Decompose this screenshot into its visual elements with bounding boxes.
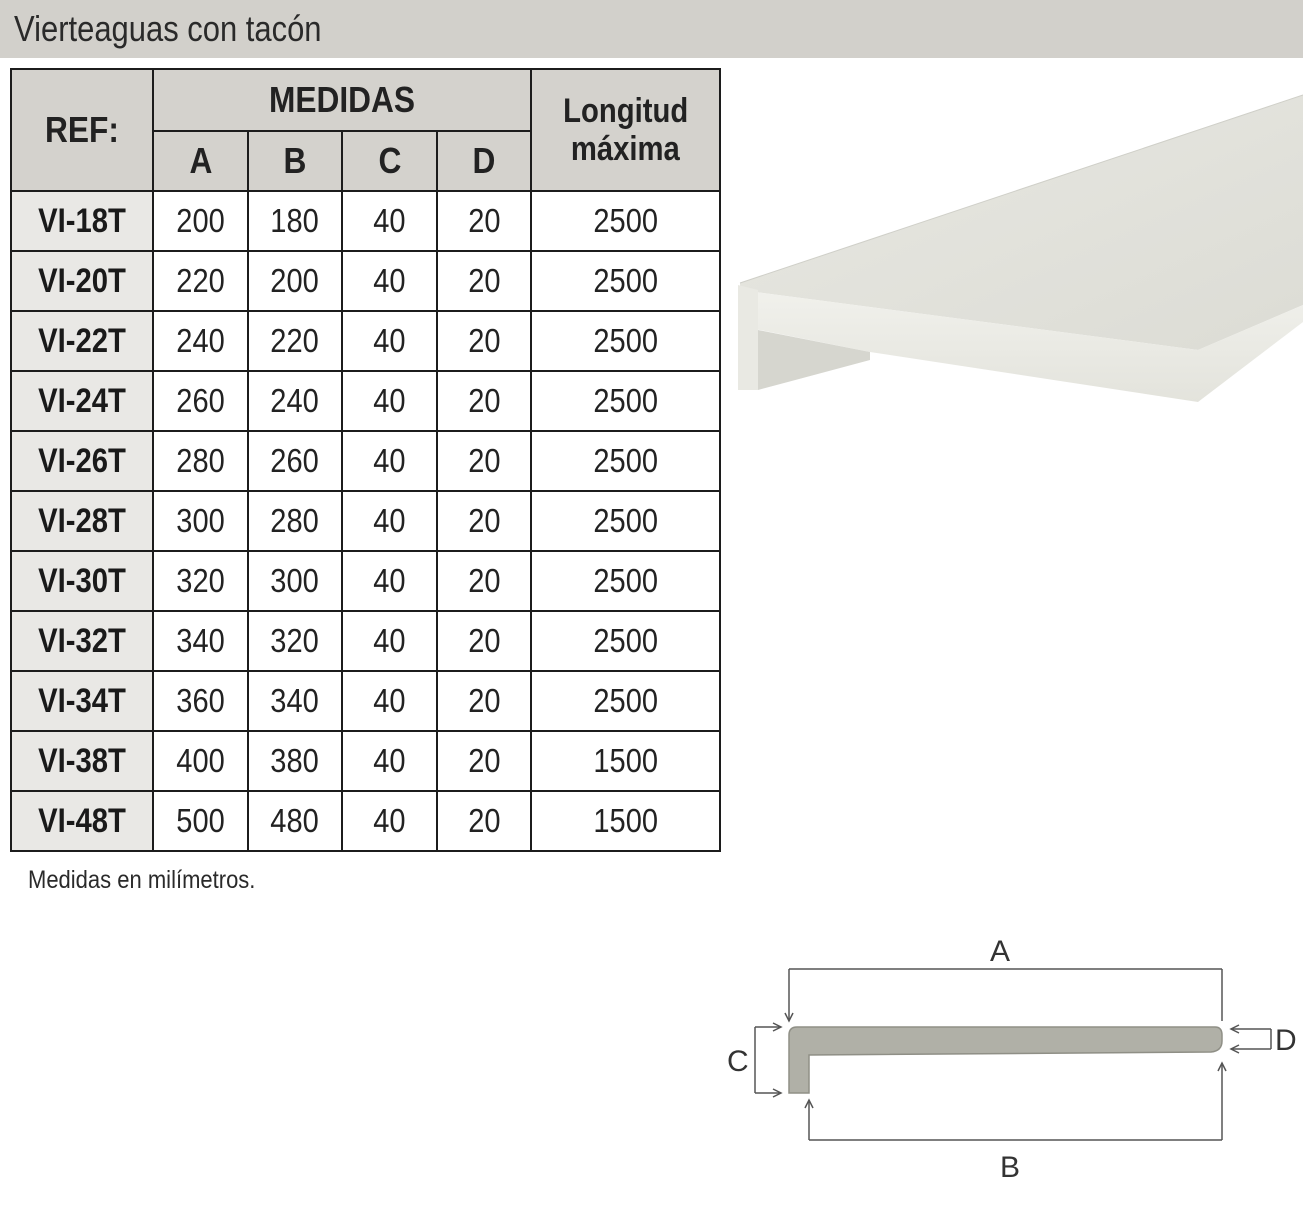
table-row	[11, 431, 720, 491]
col-c-cell	[342, 251, 437, 311]
length-cell	[531, 371, 720, 431]
col-a-cell	[153, 371, 248, 431]
col-d-value: 20	[467, 442, 501, 479]
ref-header	[11, 69, 153, 191]
col-a-cell	[153, 251, 248, 311]
col-c-value: 40	[373, 442, 406, 479]
title-bar	[0, 0, 1303, 58]
ref-value: VI-38T	[38, 741, 126, 780]
dimension-b	[805, 1063, 1226, 1140]
length-cell	[531, 551, 720, 611]
col-a-value: 280	[176, 442, 225, 479]
length-value: 1500	[593, 742, 658, 779]
product-heel-face	[738, 285, 758, 390]
col-d-cell	[437, 611, 531, 671]
length-cell	[531, 611, 720, 671]
col-a-value: 340	[176, 622, 225, 659]
length-cell	[531, 491, 720, 551]
col-d-value: 20	[467, 622, 501, 659]
ref-cell	[11, 431, 153, 491]
col-b-cell	[248, 791, 342, 851]
col-a-value: 500	[176, 802, 225, 839]
ref-value: VI-32T	[38, 621, 126, 660]
col-a-value: 360	[176, 682, 225, 719]
length-cell	[531, 791, 720, 851]
col-d-value: 20	[467, 562, 501, 599]
col-b-cell	[248, 371, 342, 431]
length-value: 2500	[593, 442, 658, 479]
length-cell	[531, 191, 720, 251]
col-b-value: 300	[270, 562, 320, 599]
length-value: 2500	[593, 562, 658, 599]
length-cell	[531, 311, 720, 371]
length-value: 2500	[593, 622, 658, 659]
col-a-cell	[153, 191, 248, 251]
col-c-cell	[342, 491, 437, 551]
ref-value: VI-34T	[38, 681, 126, 720]
spec-table	[10, 68, 721, 852]
spec-table-body	[11, 191, 720, 851]
col-c-cell	[342, 731, 437, 791]
length-cell	[531, 671, 720, 731]
col-a-cell	[153, 551, 248, 611]
table-row	[11, 191, 720, 251]
col-b-value: 200	[270, 262, 320, 299]
col-a-value: 400	[176, 742, 225, 779]
col-d-label: D	[472, 140, 496, 181]
col-c-header	[342, 131, 437, 191]
col-b-cell	[248, 491, 342, 551]
length-value: 2500	[593, 382, 658, 419]
col-b-label: B	[283, 140, 307, 181]
col-d-cell	[437, 311, 531, 371]
col-a-cell	[153, 431, 248, 491]
medidas-header-label: MEDIDAS	[268, 79, 416, 120]
col-d-cell	[437, 371, 531, 431]
col-d-cell	[437, 671, 531, 731]
ref-value: VI-26T	[38, 441, 126, 480]
col-d-cell	[437, 791, 531, 851]
ref-cell	[11, 731, 153, 791]
ref-cell	[11, 251, 153, 311]
col-b-value: 340	[270, 682, 320, 719]
col-c-cell	[342, 311, 437, 371]
medidas-header	[153, 69, 531, 131]
col-d-cell	[437, 251, 531, 311]
ref-cell	[11, 611, 153, 671]
length-value: 1500	[593, 802, 658, 839]
col-d-value: 20	[467, 322, 501, 359]
col-c-cell	[342, 611, 437, 671]
product-image	[730, 90, 1303, 410]
length-header	[531, 69, 720, 191]
dimension-a-label: A	[989, 935, 1011, 968]
col-c-value: 40	[373, 802, 406, 839]
col-a-cell	[153, 611, 248, 671]
col-d-cell	[437, 491, 531, 551]
col-c-cell	[342, 791, 437, 851]
length-value: 2500	[593, 502, 658, 539]
col-c-cell	[342, 671, 437, 731]
dimension-d	[1231, 1025, 1271, 1053]
col-a-value: 220	[176, 262, 225, 299]
col-b-value: 280	[270, 502, 320, 539]
ref-value: VI-20T	[38, 261, 126, 300]
table-row	[11, 491, 720, 551]
ref-value: VI-48T	[38, 801, 126, 840]
length-value: 2500	[593, 202, 658, 239]
dimension-c-label: C	[727, 1045, 749, 1078]
length-value: 2500	[593, 322, 658, 359]
col-b-value: 220	[270, 322, 320, 359]
col-c-cell	[342, 551, 437, 611]
table-row	[11, 251, 720, 311]
ref-value: VI-18T	[38, 201, 126, 240]
col-d-cell	[437, 731, 531, 791]
col-b-value: 480	[270, 802, 320, 839]
length-cell	[531, 251, 720, 311]
col-d-cell	[437, 551, 531, 611]
table-row	[11, 791, 720, 851]
dimension-d-label: D	[1275, 1024, 1297, 1057]
col-c-value: 40	[373, 202, 406, 239]
col-b-cell	[248, 551, 342, 611]
col-a-value: 320	[176, 562, 225, 599]
col-a-value: 300	[176, 502, 225, 539]
length-header-line2: máxima	[571, 130, 680, 168]
col-d-cell	[437, 191, 531, 251]
col-a-cell	[153, 311, 248, 371]
col-d-value: 20	[467, 382, 501, 419]
col-c-value: 40	[373, 502, 406, 539]
col-a-value: 200	[176, 202, 225, 239]
table-row	[11, 371, 720, 431]
ref-header-label: REF:	[45, 109, 119, 150]
col-d-value: 20	[467, 742, 501, 779]
col-b-cell	[248, 671, 342, 731]
col-c-value: 40	[373, 382, 406, 419]
col-b-value: 180	[270, 202, 320, 239]
length-value: 2500	[593, 262, 658, 299]
col-c-cell	[342, 431, 437, 491]
col-c-cell	[342, 191, 437, 251]
col-b-value: 240	[270, 382, 320, 419]
col-c-label: C	[378, 140, 401, 181]
col-d-header	[437, 131, 531, 191]
col-c-value: 40	[373, 562, 406, 599]
col-b-value: 320	[270, 622, 320, 659]
ref-cell	[11, 671, 153, 731]
ref-cell	[11, 791, 153, 851]
length-value: 2500	[593, 682, 658, 719]
profile-shape	[789, 1027, 1222, 1093]
table-row	[11, 731, 720, 791]
col-a-cell	[153, 491, 248, 551]
col-d-value: 20	[467, 682, 501, 719]
table-row	[11, 671, 720, 731]
col-b-cell	[248, 191, 342, 251]
dimension-c	[755, 1023, 781, 1097]
dimension-a	[785, 969, 1222, 1021]
col-b-value: 380	[270, 742, 320, 779]
ref-value: VI-22T	[38, 321, 126, 360]
ref-value: VI-28T	[38, 501, 126, 540]
ref-value: VI-24T	[38, 381, 126, 420]
dimension-b-label: B	[999, 1151, 1021, 1184]
section-diagram	[715, 925, 1303, 1195]
col-c-value: 40	[373, 622, 406, 659]
col-a-value: 240	[176, 322, 225, 359]
page-title: Vierteaguas con tacón	[14, 8, 322, 49]
table-row	[11, 551, 720, 611]
col-d-value: 20	[467, 502, 501, 539]
col-d-value: 20	[467, 202, 501, 239]
col-c-value: 40	[373, 262, 406, 299]
col-c-cell	[342, 371, 437, 431]
length-cell	[531, 731, 720, 791]
col-b-cell	[248, 431, 342, 491]
col-b-cell	[248, 731, 342, 791]
col-c-value: 40	[373, 742, 406, 779]
col-a-label: A	[189, 140, 212, 181]
col-a-cell	[153, 731, 248, 791]
table-row	[11, 311, 720, 371]
col-b-cell	[248, 311, 342, 371]
col-b-value: 260	[270, 442, 320, 479]
col-b-cell	[248, 611, 342, 671]
col-b-header	[248, 131, 342, 191]
col-a-cell	[153, 791, 248, 851]
length-cell	[531, 431, 720, 491]
ref-cell	[11, 191, 153, 251]
ref-cell	[11, 551, 153, 611]
col-c-value: 40	[373, 322, 406, 359]
col-a-value: 260	[176, 382, 225, 419]
col-d-cell	[437, 431, 531, 491]
col-a-cell	[153, 671, 248, 731]
ref-cell	[11, 491, 153, 551]
table-row	[11, 611, 720, 671]
ref-value: VI-30T	[38, 561, 126, 600]
col-d-value: 20	[467, 802, 501, 839]
ref-cell	[11, 311, 153, 371]
col-c-value: 40	[373, 682, 406, 719]
units-note: Medidas en milímetros.	[28, 866, 256, 894]
col-d-value: 20	[467, 262, 501, 299]
col-b-cell	[248, 251, 342, 311]
ref-cell	[11, 371, 153, 431]
col-a-header	[153, 131, 248, 191]
length-header-line1: Longitud	[562, 92, 689, 130]
